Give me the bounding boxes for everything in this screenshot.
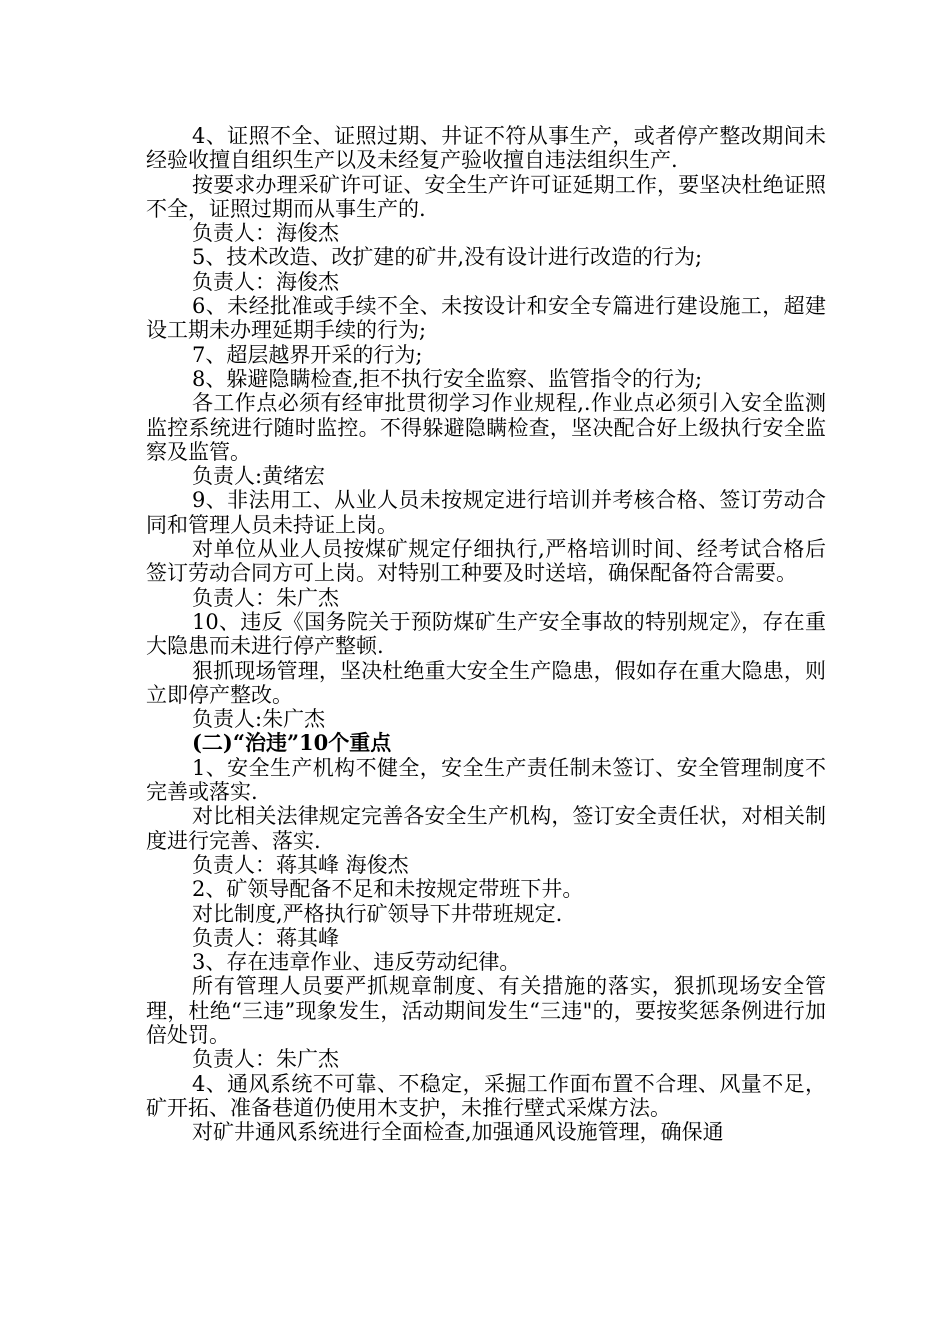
paragraph: 6、未经批准或手续不全、未按设计和安全专篇进行建设施工，超建设工期未办理延期手续的行为; bbox=[146, 294, 826, 343]
paragraph: 5、技术改造、改扩建的矿井,没有设计进行改造的行为; bbox=[192, 245, 703, 270]
responsible-person-line: 负责人：蒋其峰 bbox=[192, 925, 339, 950]
paragraph: 对比相关法律规定完善各安全生产机构，签订安全责任状，对相关制度进行完善、落实. bbox=[146, 804, 826, 853]
section-heading: (二)“治违”10个重点 bbox=[192, 730, 392, 756]
paragraph: 对矿井通风系统进行全面检查,加强通风设施管理，确保通 bbox=[192, 1120, 724, 1145]
paragraph: 狠抓现场管理，坚决杜绝重大安全生产隐患，假如存在重大隐患，则立即停产整改。 bbox=[146, 658, 826, 707]
responsible-person-line: 负责人：海俊杰 bbox=[192, 221, 339, 246]
paragraph: 9、非法用工、从业人员未按规定进行培训并考核合格、签订劳动合同和管理人员未持证上岗。 bbox=[146, 488, 826, 537]
paragraph: 各工作点必须有经审批贯彻学习作业规程,.作业点必须引入安全监测监控系统进行随时监控。不得躲避隐瞒检查，坚决配合好上级执行安全监察及监管。 bbox=[146, 391, 826, 464]
paragraph: 2、矿领导配备不足和未按规定带班下井。 bbox=[192, 877, 584, 902]
paragraph: 7、超层越界开采的行为; bbox=[192, 342, 423, 367]
responsible-person-line: 负责人：海俊杰 bbox=[192, 269, 339, 294]
paragraph: 1、安全生产机构不健全，安全生产责任制未签订、安全管理制度不完善或落实. bbox=[146, 755, 826, 805]
paragraph: 所有管理人员要严抓规章制度、有关措施的落实，狠抓现场安全管理，杜绝“三违”现象发生，活动期间发生“三违"的，要按奖惩条例进行加倍处罚。 bbox=[146, 974, 826, 1047]
responsible-person-line: 负责人:黄绪宏 bbox=[192, 464, 326, 489]
paragraph: 3、存在违章作业、违反劳动纪律。 bbox=[192, 950, 521, 975]
paragraph: 4、证照不全、证照过期、井证不符从事生产，或者停产整改期间未经验收擅自组织生产以及未经复产验收擅自违法组织生产. bbox=[146, 124, 826, 173]
paragraph: 按要求办理采矿许可证、安全生产许可证延期工作，要坚决杜绝证照不全，证照过期而从事生产的. bbox=[146, 172, 826, 221]
paragraph: 4、通风系统不可靠、不稳定，采掘工作面布置不合理、风量不足，矿开拓、准备巷道仍使用木支护，未推行壁式采煤方法。 bbox=[146, 1071, 826, 1120]
document-page bbox=[146, 124, 826, 1144]
responsible-person-line: 负责人：朱广杰 bbox=[192, 1047, 339, 1072]
paragraph: 对单位从业人员按煤矿规定仔细执行,严格培训时间、经考试合格后签订劳动合同方可上岗。对特别工种要及时送培，确保配备符合需要。 bbox=[146, 537, 826, 586]
paragraph: 8、躲避隐瞒检查,拒不执行安全监察、监管指令的行为; bbox=[192, 366, 703, 391]
responsible-person-line: 负责人:朱广杰 bbox=[192, 707, 326, 732]
responsible-person-line: 负责人：朱广杰 bbox=[192, 585, 339, 610]
paragraph: 10、违反《国务院关于预防煤矿生产安全事故的特别规定》，存在重大隐患而未进行停产整顿. bbox=[146, 609, 826, 659]
responsible-person-line: 负责人：蒋其峰 海俊杰 bbox=[192, 852, 409, 877]
paragraph: 对比制度,严格执行矿领导下井带班规定. bbox=[192, 901, 563, 926]
